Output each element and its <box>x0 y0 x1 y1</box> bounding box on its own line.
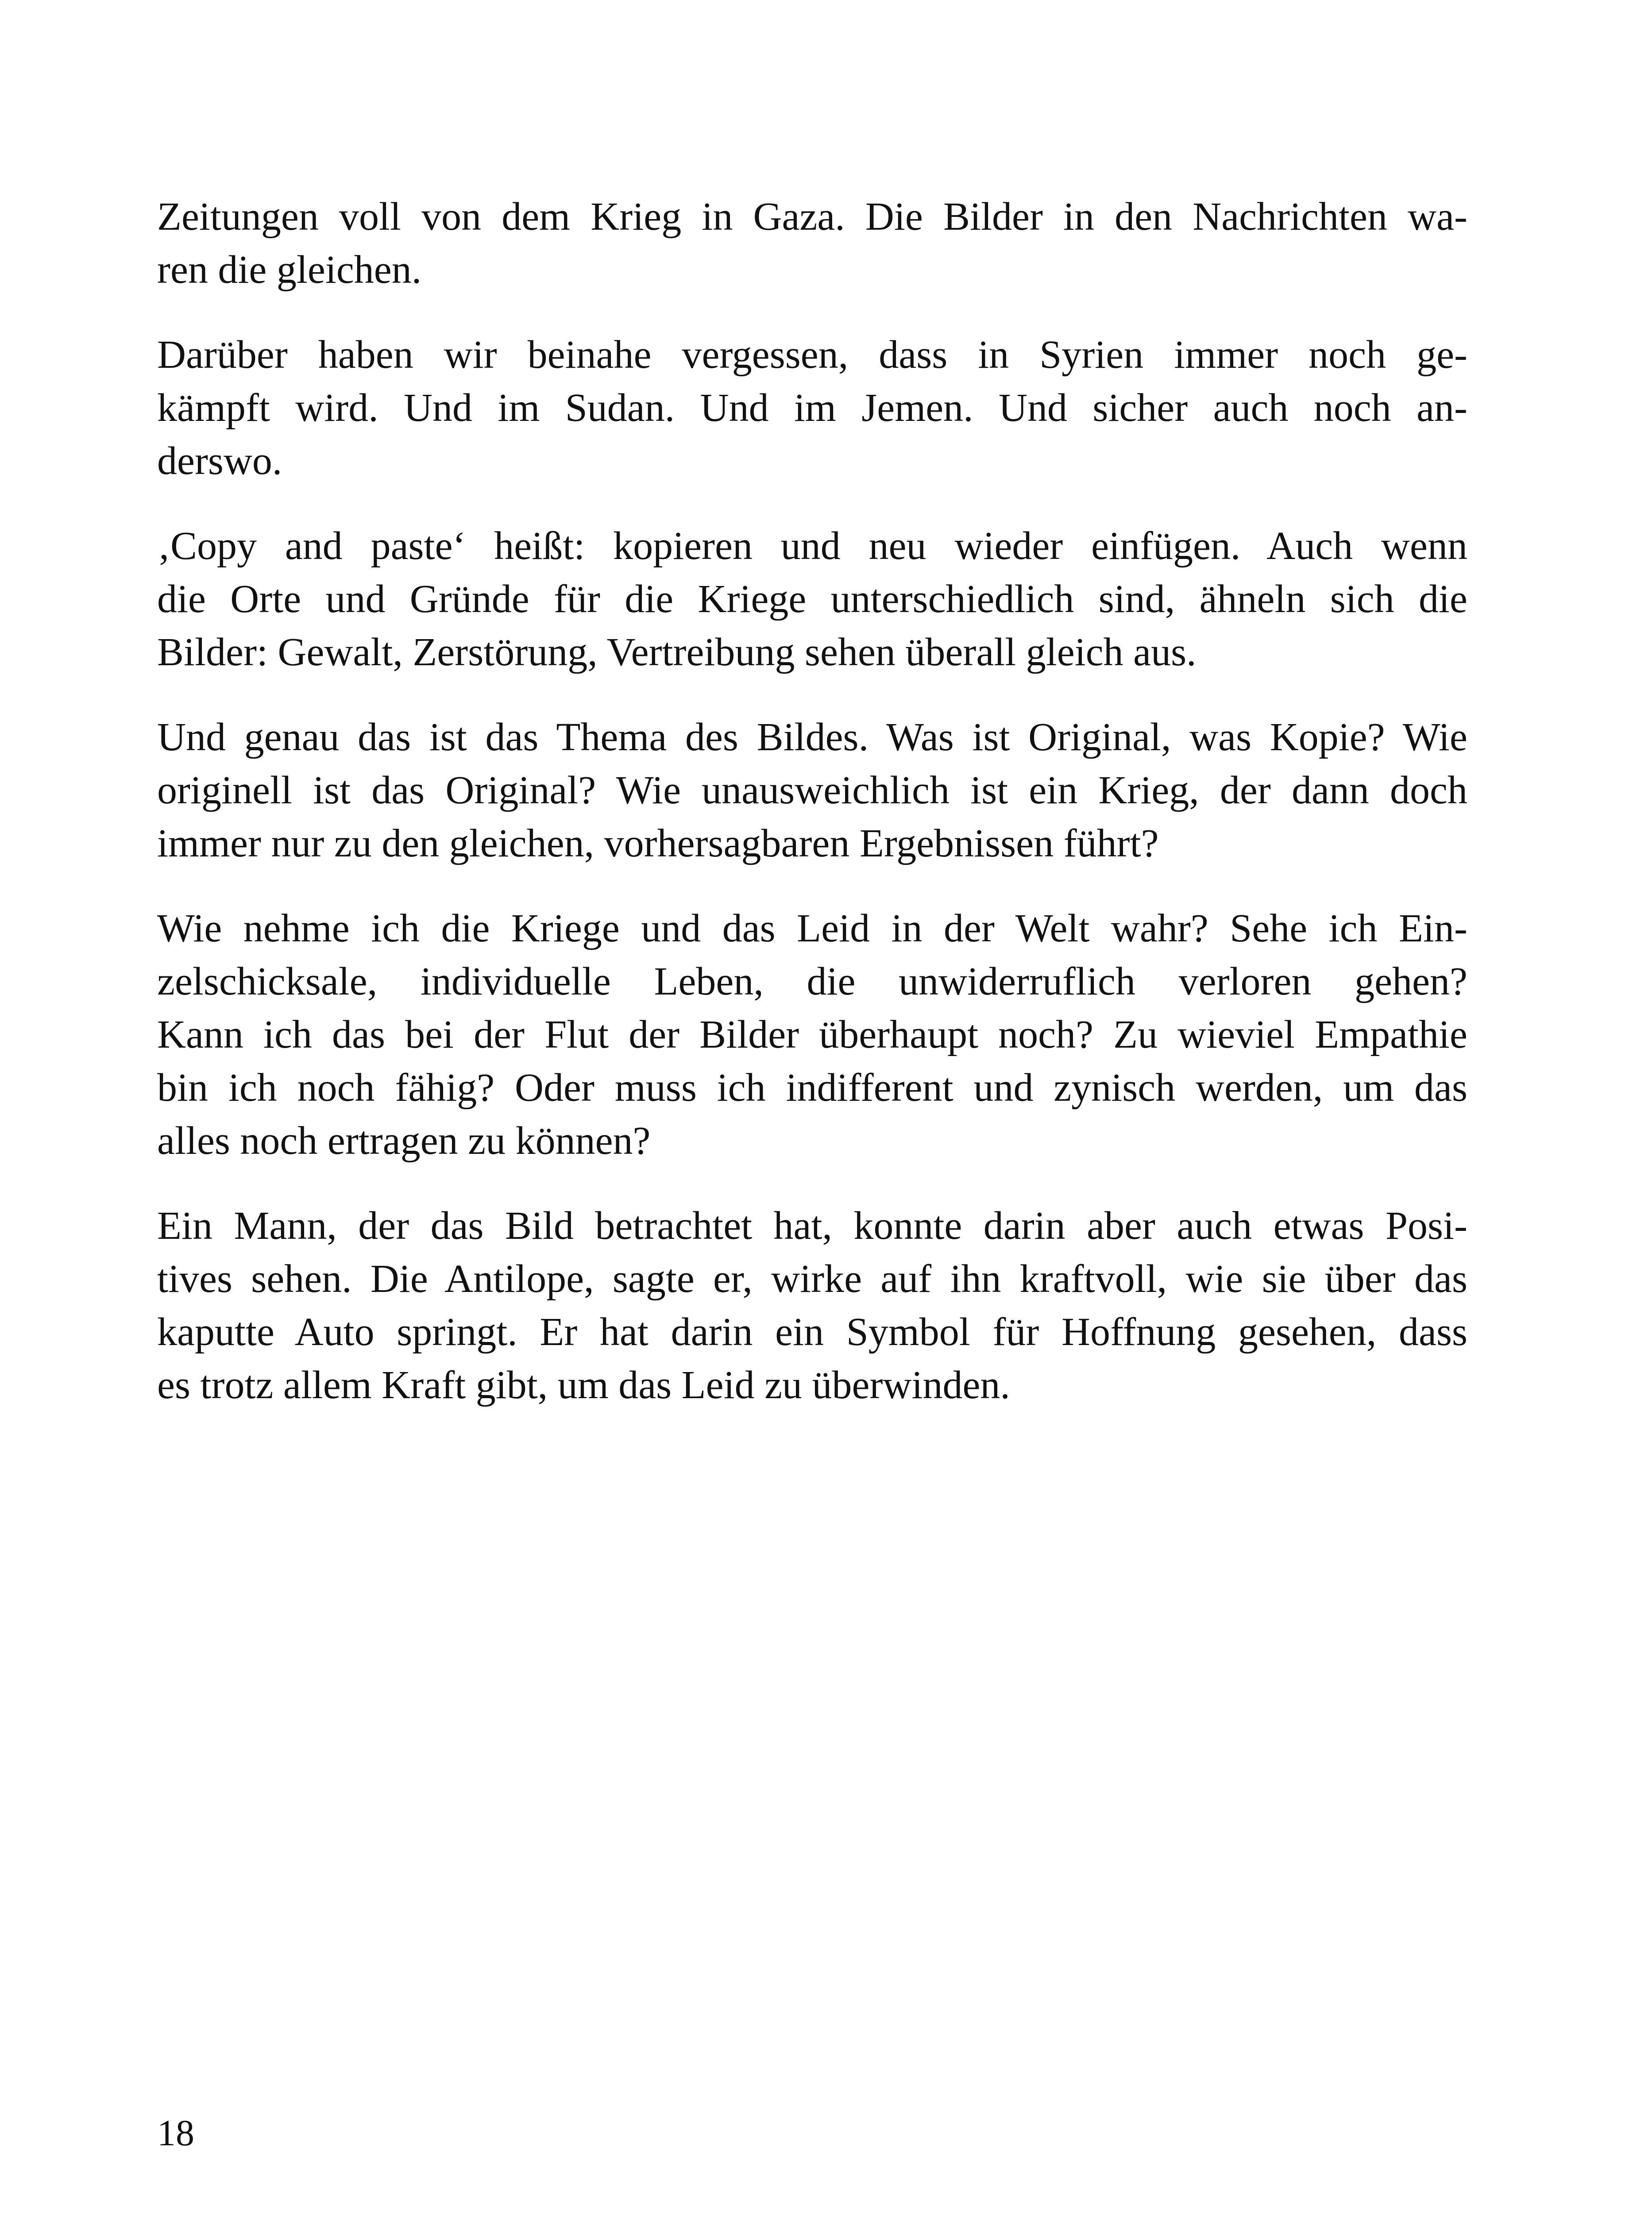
text-line: Bilder: Gewalt, Zerstörung, Vertreibung sehen überall gleich aus. <box>157 630 1197 674</box>
text-line: derswo. <box>157 439 282 483</box>
text-line: tives sehen. Die Antilope, sagte er, wirke auf ihn kraftvoll, wie sie über das <box>157 1257 1467 1301</box>
text-line: kaputte Auto springt. Er hat darin ein Symbol für Hoffnung gesehen, dass <box>157 1310 1467 1354</box>
text-line: zelschicksale, individuelle Leben, die unwiderruflich verloren gehen? <box>157 960 1467 1003</box>
text-line: Kann ich das bei der Flut der Bilder überhaupt noch? Zu wieviel Empathie <box>157 1013 1467 1056</box>
paragraph-2 <box>157 328 1467 488</box>
text-line: immer nur zu den gleichen, vorhersagbaren Ergebnissen führt? <box>157 821 1159 865</box>
page-number: 18 <box>157 2113 194 2154</box>
text-line: alles noch ertragen zu können? <box>157 1119 651 1163</box>
text-line: es trotz allem Kraft gibt, um das Leid zu überwinden. <box>157 1363 1010 1407</box>
text-line: Und genau das ist das Thema des Bildes. Was ist Original, was Kopie? Wie <box>157 715 1467 759</box>
text-line: originell ist das Original? Wie unausweichlich ist ein Krieg, der dann doch <box>157 768 1467 812</box>
text-line: die Orte und Gründe für die Kriege unterschiedlich sind, ähneln sich die <box>157 577 1467 621</box>
paragraph-1 <box>157 190 1467 297</box>
paragraph-4 <box>157 711 1467 870</box>
text-line: Darüber haben wir beinahe vergessen, dass in Syrien immer noch ge- <box>157 333 1467 377</box>
text-line: Ein Mann, der das Bild betrachtet hat, konnte darin aber auch etwas Posi- <box>157 1204 1467 1248</box>
paragraph-5 <box>157 902 1467 1168</box>
body-text <box>157 190 1467 1444</box>
text-line: ‚Copy and paste‘ heißt: kopieren und neu wieder einfügen. Auch wenn <box>157 524 1467 568</box>
text-line: kämpft wird. Und im Sudan. Und im Jemen. Und sicher auch noch an- <box>157 386 1467 430</box>
paragraph-6 <box>157 1199 1467 1412</box>
text-line: Zeitungen voll von dem Krieg in Gaza. Die Bilder in den Nachrichten wa- <box>157 195 1467 239</box>
text-line: ren die gleichen. <box>157 248 422 292</box>
text-line: bin ich noch fähig? Oder muss ich indifferent und zynisch werden, um das <box>157 1066 1467 1110</box>
paragraph-3 <box>157 520 1467 679</box>
text-line: Wie nehme ich die Kriege und das Leid in der Welt wahr? Sehe ich Ein- <box>157 906 1467 950</box>
